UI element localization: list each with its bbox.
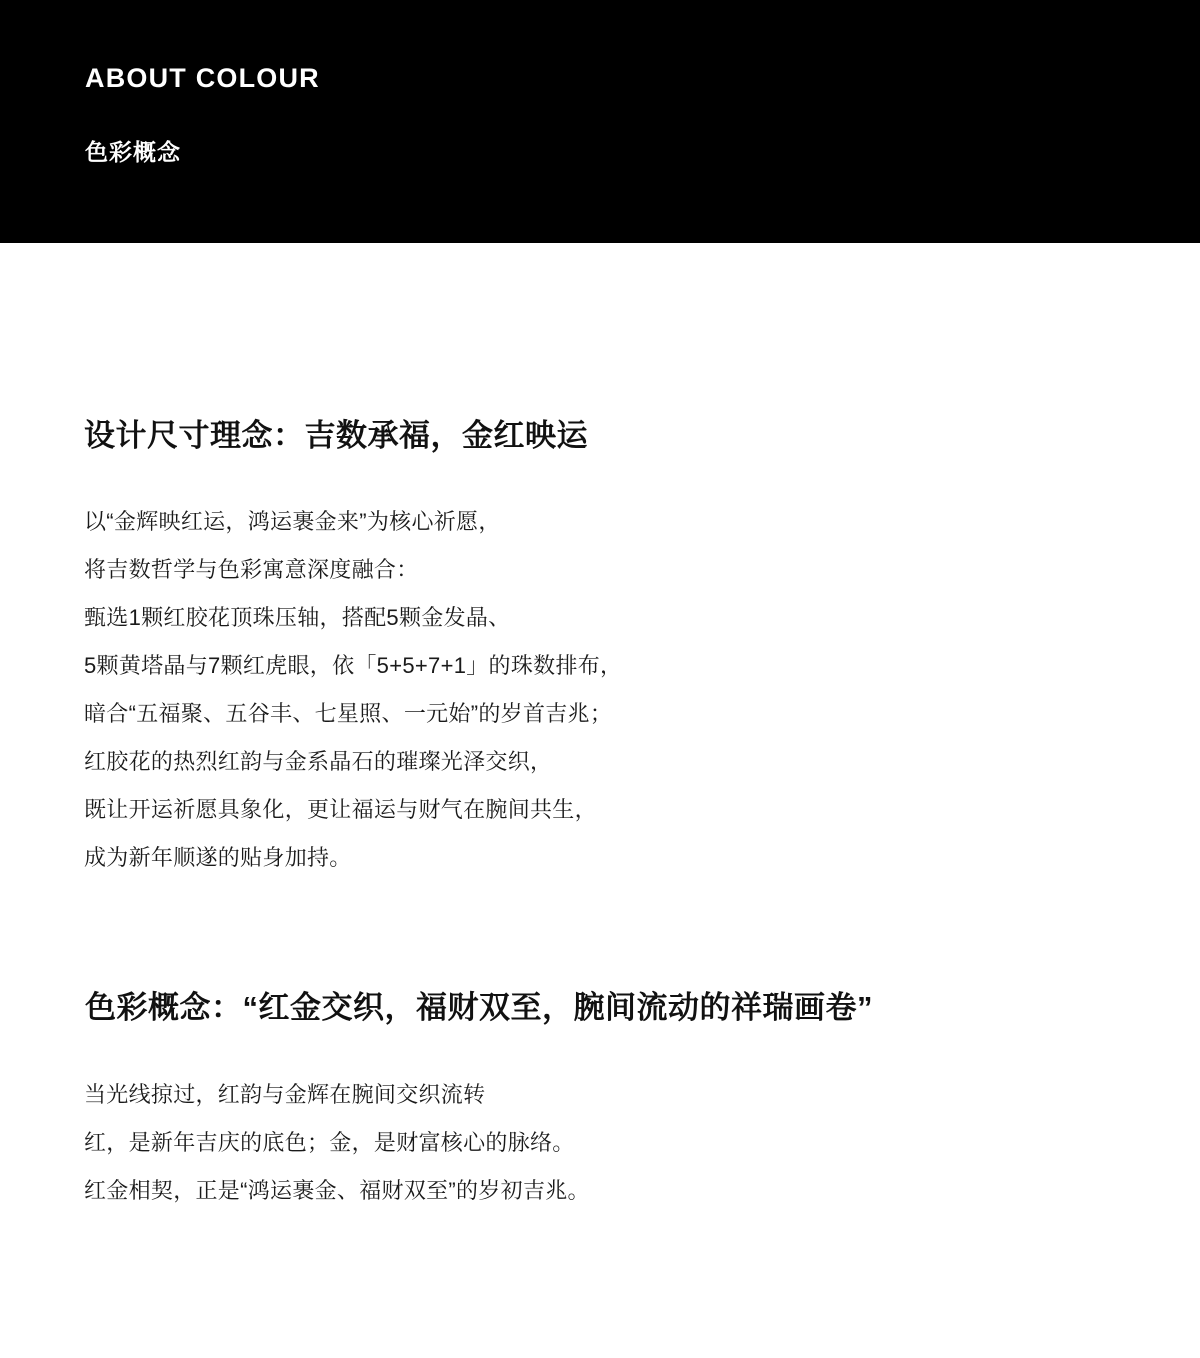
- paragraph-line: 当光线掠过，红韵与金辉在腕间交织流转: [84, 1081, 486, 1107]
- paragraph-line: 甄选1颗红胶花顶珠压轴，搭配5颗金发晶、: [84, 605, 511, 631]
- header-title-en: ABOUT COLOUR: [85, 63, 320, 93]
- paragraph-line: 成为新年顺遂的贴身加持。: [84, 845, 352, 871]
- header-band: [0, 0, 1200, 243]
- section-design-concept: [0, 243, 1200, 882]
- content-area: [0, 243, 1200, 1215]
- paragraph-line: 将吉数哲学与色彩寓意深度融合：: [84, 557, 419, 583]
- section-colour-concept: [0, 882, 1200, 1214]
- paragraph-line: 暗合“五福聚、五谷丰、七星照、一元始”的岁首吉兆；: [84, 701, 613, 727]
- paragraph-line: 5颗黄塔晶与7颗红虎眼，依「5+5+7+1」的珠数排布，: [84, 653, 623, 679]
- paragraph-line: 红胶花的热烈红韵与金系晶石的璀璨光泽交织，: [84, 749, 553, 775]
- paragraph-line: 既让开运祈愿具象化，更让福运与财气在腕间共生，: [84, 797, 597, 823]
- paragraph-line: 红金相契，正是“鸿运裹金、福财双至”的岁初吉兆。: [84, 1177, 590, 1203]
- paragraph-line: 红，是新年吉庆的底色；金，是财富核心的脉络。: [84, 1129, 575, 1155]
- paragraph-line: 以“金辉映红运，鸿运裹金来”为核心祈愿，: [84, 509, 501, 535]
- section-paragraph: [84, 1071, 1200, 1215]
- section-paragraph: [84, 498, 1200, 882]
- header-title-cn: 色彩概念: [85, 139, 181, 165]
- section-title: 设计尺寸理念：吉数承福，金红映运: [84, 418, 588, 453]
- section-title: 色彩概念：“红金交织，福财双至，腕间流动的祥瑞画卷”: [85, 990, 873, 1026]
